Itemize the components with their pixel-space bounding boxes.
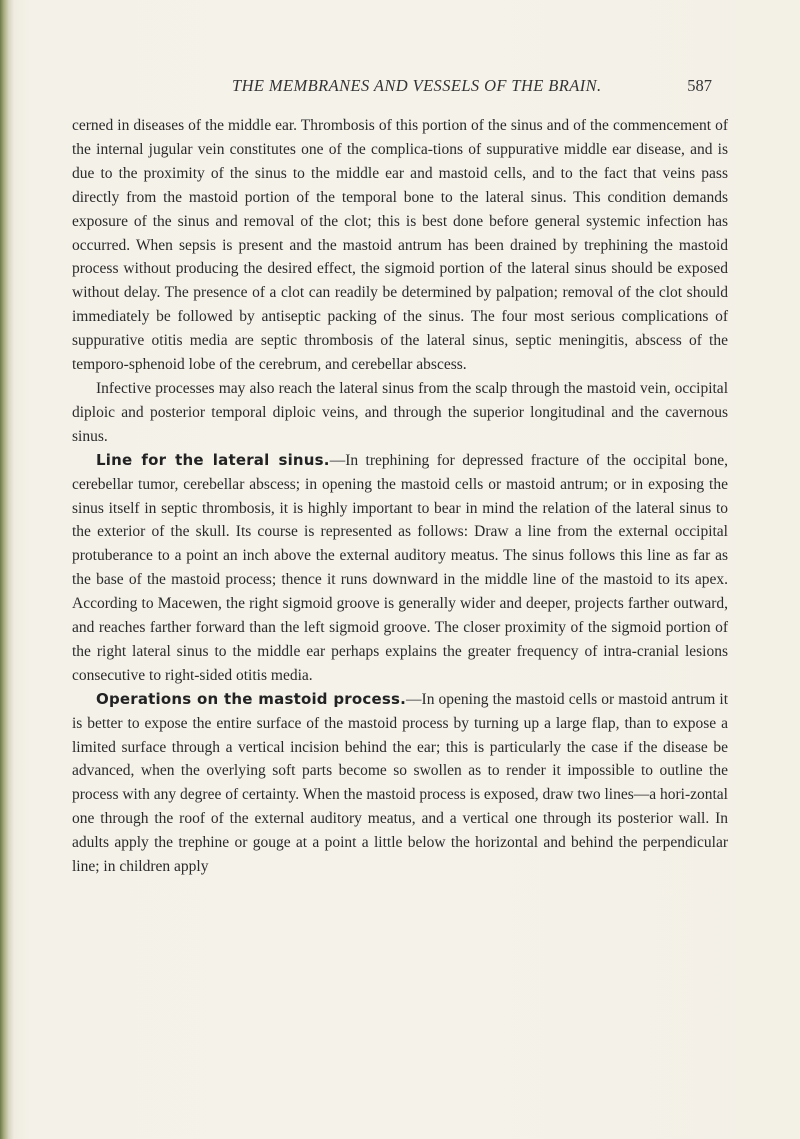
paragraph-mastoid-operations	[72, 688, 728, 879]
body-text	[72, 114, 728, 879]
paragraph-infective-processes: Infective processes may also reach the lateral sinus from the scalp through the mastoid vein, occipital diploic and posterior temporal diploic veins, and through the superior longitudinal and the cavernous sinus.	[72, 379, 728, 445]
page-header	[0, 76, 800, 100]
section-heading-mastoid-operations: Operations on the mastoid process.	[96, 689, 407, 708]
page-binding-edge	[0, 0, 14, 1139]
running-title: THE MEMBRANES AND VESSELS OF THE BRAIN.	[232, 76, 602, 95]
paragraph-text: —In trephining for depressed fracture of the occipital bone, cerebellar tumor, cerebellar abscess; in opening the mastoid cells or mastoid antrum; or in exposing the sinus itself in septic thrombosis, it is highly important to bear in mind the relation of the lateral sinus to the exterior of the skull. Its course is represented as follows: Draw a line from the external occipital protuberance to a point an inch above the external auditory meatus. The sinus follows this line as far as the base of the mastoid process; thence it runs downward in the middle line of the mastoid to its apex. According to Macewen, the right sigmoid groove is generally wider and deeper, projects farther outward, and reaches farther forward than the left sigmoid groove. The closer proximity of the sigmoid portion of the right lateral sinus to the middle ear perhaps explains the greater frequency of intra-cranial lesions consecutive to right-sided otitis media.	[72, 451, 728, 684]
paragraph-sinus-thrombosis: cerned in diseases of the middle ear. Thrombosis of this portion of the sinus and of the commencement of the internal jugular vein constitutes one of the complica-tions of suppurative middle ear disease, and is due to the proximity of the sinus to the middle ear and mastoid cells, and to the fact that veins pass directly from the mastoid portion of the temporal bone to the lateral sinus. This condition demands exposure of the sinus and removal of the clot; this is best done before general systemic infection has occurred. When sepsis is present and the mastoid antrum has been drained by trephining the mastoid process without producing the desired effect, the sigmoid portion of the lateral sinus should be exposed without delay. The presence of a clot can readily be determined by palpation; removal of the clot should immediately be followed by antiseptic packing of the sinus. The four most serious complications of suppurative otitis media are septic thrombosis of the lateral sinus, septic meningitis, abscess of the temporo-sphenoid lobe of the cerebrum, and cerebellar abscess.	[72, 117, 728, 374]
page-number: 587	[687, 76, 712, 95]
paragraph-text: —In opening the mastoid cells or mastoid antrum it is better to expose the entire surface of the mastoid process by turning up a large flap, than to expose a limited surface through a vertical incision behind the ear; this is particularly the case if the disease be advanced, when the overlying soft parts become so swollen as to render it impossible to outline the process with any degree of certainty. When the mastoid process is exposed, draw two lines—a hori-zontal one through the roof of the external auditory meatus, and a vertical one through its posterior wall. In adults apply the trephine or gouge at a point a little below the horizontal and behind the perpendicular line; in children apply	[72, 690, 729, 876]
section-heading-lateral-sinus: Line for the lateral sinus.	[96, 450, 330, 469]
paragraph-lateral-sinus-line	[72, 449, 728, 688]
